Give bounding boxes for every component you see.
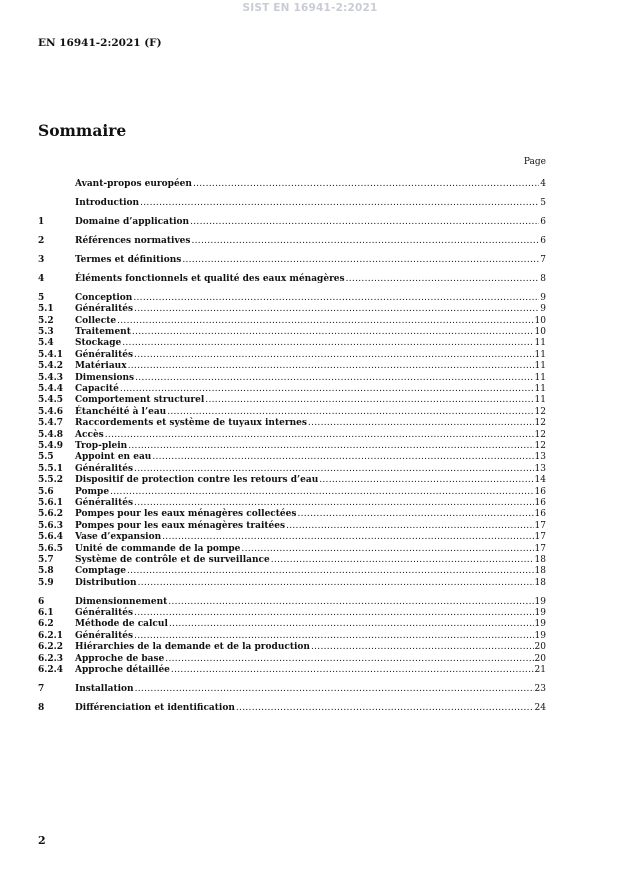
toc-entry-page: 16 xyxy=(534,497,546,508)
toc-entry-page: 19 xyxy=(534,596,546,607)
toc-entry[interactable] xyxy=(38,373,546,384)
toc-entry-page: 8 xyxy=(540,273,546,284)
toc-entry-number: 6.2.3 xyxy=(38,653,64,664)
toc-dot-leader xyxy=(271,555,534,566)
toc-entry-label: Références normatives xyxy=(75,235,191,246)
toc-dot-leader xyxy=(134,498,534,509)
toc-dot-leader xyxy=(236,703,534,714)
toc-entry-number: 5.4.2 xyxy=(38,361,64,372)
toc-entry-page: 20 xyxy=(534,642,546,653)
toc-dot-leader xyxy=(134,631,534,642)
toc-entry[interactable] xyxy=(38,338,546,349)
toc-entry-number: 5.4.4 xyxy=(38,384,64,395)
toc-entry[interactable] xyxy=(38,179,546,190)
toc-dot-leader xyxy=(140,198,539,209)
toc-entry[interactable] xyxy=(38,578,546,589)
toc-dot-leader xyxy=(297,509,533,520)
toc-entry-number: 5.6.5 xyxy=(38,543,64,554)
toc-entry-label: Distribution xyxy=(75,577,137,588)
toc-entry-label: Conception xyxy=(75,292,133,303)
toc-entry-label: Capacité xyxy=(75,384,119,395)
toc-entry-page: 11 xyxy=(534,349,546,360)
toc-entry[interactable] xyxy=(38,316,546,327)
toc-dot-leader xyxy=(128,441,533,452)
toc-entry[interactable] xyxy=(38,198,546,209)
toc-title: Sommaire xyxy=(38,121,127,140)
toc-entry-number: 5 xyxy=(38,292,45,303)
toc-entry-page: 11 xyxy=(534,395,546,406)
toc-dot-leader xyxy=(308,418,534,429)
toc-dot-leader xyxy=(134,608,534,619)
toc-entry[interactable] xyxy=(38,430,546,441)
document-reference: EN 16941-2:2021 (F) xyxy=(38,37,162,49)
toc-entry-label: Approche de base xyxy=(75,653,165,664)
toc-entry-number: 3 xyxy=(38,254,45,265)
toc-entry-page: 17 xyxy=(534,532,546,543)
toc-entry[interactable] xyxy=(38,498,546,509)
toc-entry-label: Appoint en eau xyxy=(75,452,152,463)
toc-dot-leader xyxy=(191,236,539,247)
toc-entry-label: Généralités xyxy=(75,497,134,508)
toc-entry-label: Avant-propos européen xyxy=(75,179,192,189)
toc-dot-leader xyxy=(133,293,539,304)
toc-entry-number: 5.6.3 xyxy=(38,520,64,531)
toc-entry-label: Généralités xyxy=(75,349,134,360)
toc-entry-number: 5.5 xyxy=(38,452,54,463)
toc-entry-number: 7 xyxy=(38,683,45,694)
toc-entry-page: 19 xyxy=(534,608,546,619)
toc-dot-leader xyxy=(122,338,533,349)
toc-entry[interactable] xyxy=(38,642,546,653)
toc-entry-page: 10 xyxy=(534,315,546,326)
toc-entry-page: 12 xyxy=(534,440,546,451)
toc-entry-page: 20 xyxy=(534,653,546,664)
toc-entry[interactable] xyxy=(38,521,546,532)
toc-entry-number: 5.4.1 xyxy=(38,349,64,360)
toc-entry[interactable] xyxy=(38,304,546,315)
toc-entry-number: 5.5.2 xyxy=(38,475,64,486)
toc-entry-number: 6.2.4 xyxy=(38,665,64,675)
toc-entry[interactable] xyxy=(38,532,546,543)
toc-entry[interactable] xyxy=(38,327,546,338)
toc-entry-page: 7 xyxy=(540,254,546,265)
toc-entry[interactable] xyxy=(38,608,546,619)
toc-entry[interactable] xyxy=(38,544,546,555)
toc-entry[interactable] xyxy=(38,452,546,463)
toc-entry-page: 6 xyxy=(540,235,546,246)
toc-entry-label: Approche détaillée xyxy=(75,665,170,675)
toc-entry[interactable] xyxy=(38,407,546,418)
toc-entry-label: Dispositif de protection contre les retours d’eau xyxy=(75,475,319,486)
toc-entry-label: Généralités xyxy=(75,463,134,474)
toc-entry-label: Comportement structurel xyxy=(75,395,205,406)
toc-entry-label: Termes et définitions xyxy=(75,254,182,265)
toc-entry-label: Méthode de calcul xyxy=(75,619,168,630)
toc-dot-leader xyxy=(135,373,533,384)
toc-dot-leader xyxy=(135,684,534,695)
toc-entry-label: Matériaux xyxy=(75,361,127,372)
toc-dot-leader xyxy=(182,255,539,266)
toc-entry-label: Collecte xyxy=(75,315,117,326)
toc-entry-number: 5.5.1 xyxy=(38,463,64,474)
toc-entry-number: 5.4.3 xyxy=(38,372,64,383)
toc-entry-page: 18 xyxy=(534,577,546,588)
toc-entry-label: Introduction xyxy=(75,197,140,208)
toc-entry-number: 6.2.1 xyxy=(38,630,64,641)
toc-entry-page: 18 xyxy=(534,566,546,577)
toc-entry[interactable] xyxy=(38,566,546,577)
watermark: SIST EN 16941-2:2021 xyxy=(242,2,378,14)
toc-entry-page: 12 xyxy=(534,429,546,440)
toc-entry-page: 5 xyxy=(540,197,546,208)
toc-entry[interactable] xyxy=(38,597,546,608)
toc-entry[interactable] xyxy=(38,619,546,630)
toc-entry-label: Comptage xyxy=(75,566,126,577)
toc-entry-page: 18 xyxy=(534,554,546,565)
toc-dot-leader xyxy=(171,665,534,676)
toc-dot-leader xyxy=(138,578,534,589)
toc-entry-page: 9 xyxy=(540,292,546,303)
toc-entry-page: 13 xyxy=(534,463,546,474)
toc-entry-number: 5.6.2 xyxy=(38,509,64,520)
toc-entry[interactable] xyxy=(38,350,546,361)
toc-dot-leader xyxy=(105,430,534,441)
toc-entry[interactable] xyxy=(38,418,546,429)
toc-entry-number: 5.8 xyxy=(38,566,54,577)
toc-entry-page: 6 xyxy=(540,216,546,227)
toc-entry-number: 6.1 xyxy=(38,608,54,619)
toc-entry-page: 10 xyxy=(534,327,546,338)
toc-entry-number: 5.4.9 xyxy=(38,440,64,451)
toc-entry-number: 4 xyxy=(38,273,45,284)
toc-dot-leader xyxy=(134,464,534,475)
toc-entry-number: 5.6.1 xyxy=(38,497,64,508)
toc-entry-number: 8 xyxy=(38,702,45,713)
toc-entry-label: Pompes pour les eaux ménagères collectées xyxy=(75,509,297,520)
toc-entry-label: Pompes pour les eaux ménagères traitées xyxy=(75,520,286,531)
table-of-contents xyxy=(38,179,546,714)
toc-dot-leader xyxy=(152,452,533,463)
toc-entry-page: 12 xyxy=(534,406,546,417)
toc-entry-label: Différenciation et identification xyxy=(75,702,235,713)
toc-entry-number: 5.6 xyxy=(38,486,54,497)
page-number: 2 xyxy=(38,834,46,847)
toc-dot-leader xyxy=(319,475,533,486)
toc-entry-page: 14 xyxy=(534,475,546,486)
toc-dot-leader xyxy=(167,407,533,418)
toc-entry-label: Système de contrôle et de surveillance xyxy=(75,554,270,565)
toc-dot-leader xyxy=(165,654,533,665)
toc-dot-leader xyxy=(134,350,534,361)
page-column-label: Page xyxy=(523,157,546,167)
toc-entry-number: 5.6.4 xyxy=(38,532,64,543)
toc-entry-label: Raccordements et système de tuyaux internes xyxy=(75,418,307,429)
toc-entry-label: Pompe xyxy=(75,486,110,497)
toc-dot-leader xyxy=(286,521,533,532)
toc-dot-leader xyxy=(132,327,534,338)
toc-entry[interactable] xyxy=(38,684,546,695)
toc-entry-number: 2 xyxy=(38,235,45,246)
toc-entry-label: Généralités xyxy=(75,630,134,641)
toc-dot-leader xyxy=(311,642,534,653)
toc-entry[interactable] xyxy=(38,384,546,395)
toc-entry-number: 5.4.8 xyxy=(38,429,64,440)
toc-entry-number: 5.1 xyxy=(38,304,54,315)
toc-entry[interactable] xyxy=(38,464,546,475)
toc-entry-page: 17 xyxy=(534,543,546,554)
toc-entry[interactable] xyxy=(38,361,546,372)
toc-entry[interactable] xyxy=(38,293,546,304)
toc-entry-number: 6 xyxy=(38,596,45,607)
toc-entry[interactable] xyxy=(38,487,546,498)
toc-dot-leader xyxy=(117,316,533,327)
toc-entry-label: Traitement xyxy=(75,327,131,338)
toc-dot-leader xyxy=(134,304,539,315)
toc-entry-label: Éléments fonctionnels et qualité des eaux ménagères xyxy=(75,273,345,284)
toc-entry-page: 19 xyxy=(534,630,546,641)
toc-dot-leader xyxy=(127,566,534,577)
toc-dot-leader xyxy=(346,274,540,285)
toc-entry-label: Dimensionnement xyxy=(75,596,168,607)
toc-entry-number: 6.2 xyxy=(38,619,54,630)
toc-entry-label: Domaine d’application xyxy=(75,216,190,227)
toc-entry-label: Généralités xyxy=(75,304,134,315)
toc-entry-number: 6.2.2 xyxy=(38,642,64,653)
toc-entry-label: Stockage xyxy=(75,338,122,349)
toc-entry[interactable] xyxy=(38,665,546,676)
toc-entry-page: 19 xyxy=(534,619,546,630)
toc-entry[interactable] xyxy=(38,217,546,228)
toc-dot-leader xyxy=(110,487,533,498)
toc-dot-leader xyxy=(120,384,534,395)
toc-entry-page: 9 xyxy=(540,304,546,315)
toc-entry-label: Vase d’expansion xyxy=(75,532,162,543)
toc-entry-page: 16 xyxy=(534,486,546,497)
toc-entry[interactable] xyxy=(38,509,546,520)
toc-entry-page: 23 xyxy=(534,683,546,694)
toc-entry-page: 11 xyxy=(534,361,546,372)
toc-entry-number: 5.7 xyxy=(38,554,54,565)
toc-entry[interactable] xyxy=(38,236,546,247)
toc-entry-number: 1 xyxy=(38,216,45,227)
toc-entry-number: 5.3 xyxy=(38,327,54,338)
toc-entry[interactable] xyxy=(38,395,546,406)
toc-entry-label: Unité de commande de la pompe xyxy=(75,543,241,554)
toc-entry-number: 5.4.6 xyxy=(38,406,64,417)
toc-entry-label: Accès xyxy=(75,429,104,440)
toc-entry[interactable] xyxy=(38,441,546,452)
toc-entry-page: 24 xyxy=(534,702,546,713)
toc-entry[interactable] xyxy=(38,654,546,665)
toc-entry-number: 5.9 xyxy=(38,577,54,588)
toc-entry[interactable] xyxy=(38,555,546,566)
toc-entry[interactable] xyxy=(38,703,546,714)
toc-entry-page: 11 xyxy=(534,384,546,395)
toc-entry-page: 13 xyxy=(534,452,546,463)
toc-entry-page: 4 xyxy=(540,179,546,189)
toc-dot-leader xyxy=(168,597,533,608)
toc-dot-leader xyxy=(128,361,534,372)
toc-dot-leader xyxy=(241,544,533,555)
toc-entry-page: 21 xyxy=(534,665,546,675)
toc-entry-label: Généralités xyxy=(75,608,134,619)
toc-entry[interactable] xyxy=(38,255,546,266)
toc-entry[interactable] xyxy=(38,631,546,642)
toc-entry-number: 5.4.7 xyxy=(38,418,64,429)
toc-dot-leader xyxy=(205,395,533,406)
toc-entry-label: Trop-plein xyxy=(75,440,128,451)
toc-entry-page: 11 xyxy=(534,338,546,349)
toc-entry-page: 12 xyxy=(534,418,546,429)
toc-entry-number: 5.4.5 xyxy=(38,395,64,406)
toc-dot-leader xyxy=(190,217,539,228)
toc-dot-leader xyxy=(162,532,533,543)
toc-entry-page: 16 xyxy=(534,509,546,520)
toc-entry-number: 5.4 xyxy=(38,338,54,349)
toc-entry-page: 17 xyxy=(534,520,546,531)
toc-entry-label: Dimensions xyxy=(75,372,135,383)
toc-dot-leader xyxy=(193,179,539,190)
toc-entry-label: Étanchéité à l’eau xyxy=(75,406,167,417)
toc-entry-page: 11 xyxy=(534,372,546,383)
toc-entry-number: 5.2 xyxy=(38,315,54,326)
toc-entry[interactable] xyxy=(38,475,546,486)
toc-entry[interactable] xyxy=(38,274,546,285)
toc-entry-label: Hiérarchies de la demande et de la production xyxy=(75,642,310,653)
toc-entry-label: Installation xyxy=(75,683,134,694)
toc-dot-leader xyxy=(169,619,534,630)
